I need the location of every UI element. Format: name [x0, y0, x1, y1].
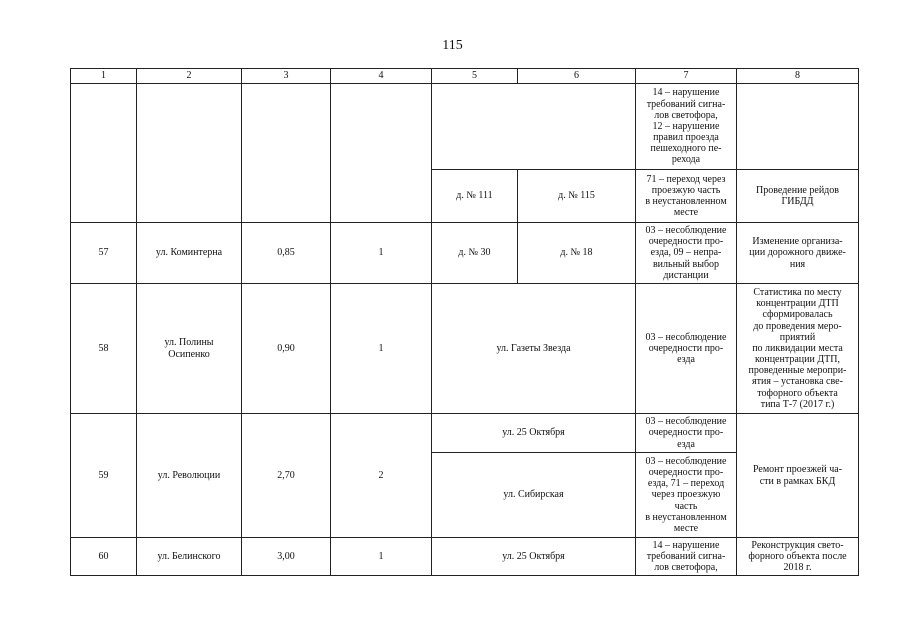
cell-to: д. № 115	[518, 170, 636, 223]
accident-table	[70, 68, 859, 576]
cell-place: ул. 25 Октября	[432, 538, 636, 576]
cell-length: 2,70	[242, 414, 331, 538]
table-row	[71, 223, 859, 284]
cell-count: 1	[331, 284, 432, 414]
table-row	[71, 84, 859, 170]
cell-street	[137, 84, 242, 223]
header-row	[71, 69, 859, 84]
header-cell: 6	[518, 69, 636, 84]
cell-measures	[737, 84, 859, 170]
cell-place	[432, 84, 636, 170]
cell-to: д. № 18	[518, 223, 636, 284]
cell-street: ул. Полины Осипенко	[137, 284, 242, 414]
header-cell: 8	[737, 69, 859, 84]
cell-num: 60	[71, 538, 137, 576]
header-cell: 2	[137, 69, 242, 84]
cell-measures: Реконструкция свето- форного объекта после 2018 г.	[737, 538, 859, 576]
cell-count: 2	[331, 414, 432, 538]
table-row	[71, 414, 859, 453]
cell-measures: Изменение организа- ции дорожного движе- ния	[737, 223, 859, 284]
cell-street: ул. Коминтерна	[137, 223, 242, 284]
header-cell: 3	[242, 69, 331, 84]
cell-place: ул. Сибирская	[432, 453, 636, 538]
cell-violations: 14 – нарушение требований сигна- лов светофора, 12 – нарушение правил проезда пешеходного пе- рехода	[636, 84, 737, 170]
cell-violations: 14 – нарушение требований сигна- лов светофора,	[636, 538, 737, 576]
cell-place: ул. 25 Октября	[432, 414, 636, 453]
page-number: 115	[442, 38, 463, 53]
cell-violations: 03 – несоблюдение очередности про- езда	[636, 284, 737, 414]
cell-num: 58	[71, 284, 137, 414]
cell-count	[331, 84, 432, 223]
cell-violations: 03 – несоблюдение очередности про- езда, 71 – переход через проезжую часть в неустановленном месте	[636, 453, 737, 538]
table-row	[71, 538, 859, 576]
cell-num: 57	[71, 223, 137, 284]
cell-from: д. № 111	[432, 170, 518, 223]
cell-length: 3,00	[242, 538, 331, 576]
header-cell: 1	[71, 69, 137, 84]
cell-violations: 71 – переход через проезжую часть в неустановленном месте	[636, 170, 737, 223]
cell-measures: Ремонт проезжей ча- сти в рамках БКД	[737, 414, 859, 538]
cell-violations: 03 – несоблюдение очередности про- езда	[636, 414, 737, 453]
cell-count: 1	[331, 223, 432, 284]
cell-violations: 03 – несоблюдение очередности про- езда, 09 – непра- вильный выбор дистанции	[636, 223, 737, 284]
table-row	[71, 284, 859, 414]
header-cell: 7	[636, 69, 737, 84]
cell-measures: Статистика по месту концентрации ДТП сформировалась до проведения меро- приятий по ликвидации места концентрации ДТП, проведенные меропри- ятия – установка све- тофорного объекта типа Т-7 (2017 г.)	[737, 284, 859, 414]
cell-from: д. № 30	[432, 223, 518, 284]
cell-length: 0,85	[242, 223, 331, 284]
cell-street: ул. Революции	[137, 414, 242, 538]
cell-place: ул. Газеты Звезда	[432, 284, 636, 414]
header-cell: 5	[432, 69, 518, 84]
header-cell: 4	[331, 69, 432, 84]
cell-num	[71, 84, 137, 223]
cell-measures: Проведение рейдов ГИБДД	[737, 170, 859, 223]
cell-num: 59	[71, 414, 137, 538]
cell-street: ул. Белинского	[137, 538, 242, 576]
cell-length: 0,90	[242, 284, 331, 414]
cell-count: 1	[331, 538, 432, 576]
cell-length	[242, 84, 331, 223]
